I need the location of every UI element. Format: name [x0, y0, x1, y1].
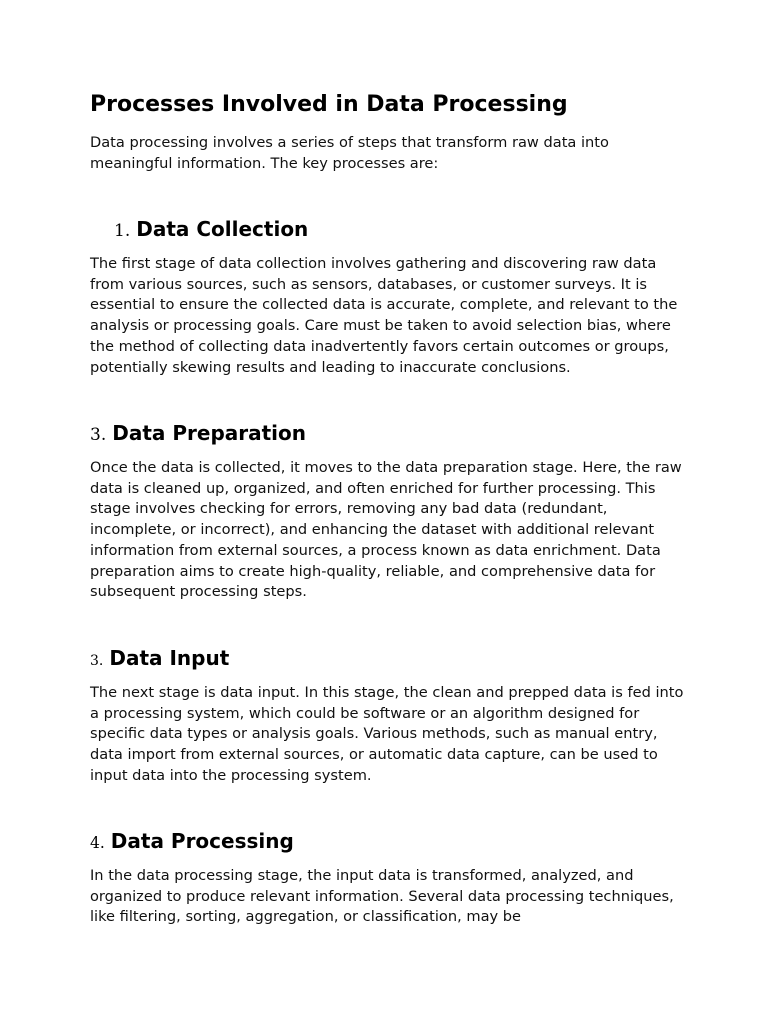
- section-number: 3.: [90, 425, 107, 445]
- section-heading-data-input: [90, 645, 229, 672]
- section-number: 3.: [90, 653, 104, 669]
- section-number: 4.: [90, 834, 105, 852]
- section-title: Data Collection: [136, 217, 309, 241]
- section-body-data-preparation: Once the data is collected, it moves to the data preparation stage. Here, the raw data is cleaned up, organized, and often enriched for further processing. This stage involves checking for errors, removing any bad data (redundant, incomplete, or incorrect), and enhancing the dataset with additional relevant information from external sources, a process known as data enrichment. Data preparation aims to create high-quality, reliable, and comprehensive data for subsequent processing steps.: [90, 459, 682, 601]
- section-title: Data Preparation: [112, 421, 307, 445]
- section-title: Data Input: [109, 646, 230, 670]
- section-body-data-collection: The first stage of data collection involves gathering and discovering raw data from various sources, such as sensors, databases, or customer surveys. It is essential to ensure the collected data is accurate, complete, and relevant to the analysis or processing goals. Care must be taken to avoid selection bias, where the method of collecting data inadvertently favors certain outcomes or groups, potentially skewing results and leading to inaccurate conclusions.: [90, 255, 678, 376]
- intro-paragraph: Data processing involves a series of steps that transform raw data into meaningful information. The key processes are:: [90, 134, 609, 172]
- section-heading-data-processing: [90, 828, 294, 855]
- section-number: 1.: [114, 221, 131, 241]
- page-title: Processes Involved in Data Processing: [90, 92, 568, 117]
- section-body-data-processing: In the data processing stage, the input data is transformed, analyzed, and organized to produce relevant information. Several data processing techniques, like filtering, sorting, aggregation, or classification, may be: [90, 867, 674, 926]
- section-title: Data Processing: [110, 829, 294, 853]
- section-body-data-input: The next stage is data input. In this stage, the clean and prepped data is fed into a processing system, which could be software or an algorithm designed for specific data types or analysis goals. Various methods, such as manual entry, data import from external sources, or automatic data capture, can be used to input data into the processing system.: [90, 684, 684, 784]
- section-heading-data-preparation: [90, 420, 306, 447]
- section-heading-data-collection: [114, 216, 308, 243]
